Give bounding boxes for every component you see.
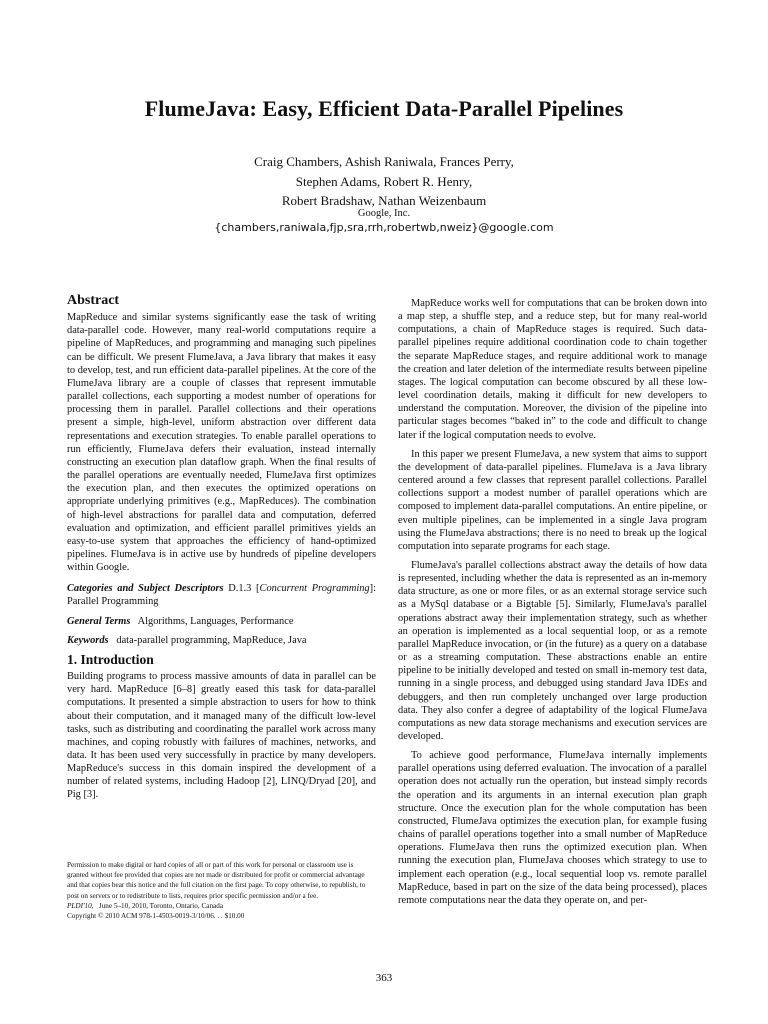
author-line: Stephen Adams, Robert R. Henry, [295, 173, 473, 189]
categories-line [67, 582, 376, 608]
right-column [398, 297, 707, 913]
general-terms-text: Algorithms, Languages, Performance [137, 615, 294, 627]
categories-rest: ]: Parallel Programming [67, 583, 376, 608]
body-paragraph: MapReduce works well for computations that can be broken down into a map step, a shuffle step, and a reduce step, but for many real-world computations, a chain of MapReduce stages is required. Such data-parallel pipelines require additional coordination code to chain together the separate MapReduce stages, and require additional work to manage the creation and later deletion of the intermediate results between pipeline stages. The logical computation can become obscured by all these low-level coordination details, making it difficult for new developers to understand the computation. Moreover, the division of the pipeline into particular stages becomes “baked in” to the code and difficult to change later if the logical computation needs to evolve. [398, 298, 707, 441]
conference-name: PLDI'10, [67, 901, 94, 910]
body-paragraph: In this paper we present FlumeJava, a new system that aims to support the development of data-parallel pipelines. FlumeJava is a Java library centered around a few classes that represent parallel collections. Parallel collections support a modest number of parallel operations which are composed to implement data-parallel computations. An entire pipeline, or even multiple pipelines, can be implemented in a single Java program using the FlumeJava abstractions; there is no need to break up the logical computation into separate programs for each stage. [398, 448, 707, 552]
conference-line [67, 901, 376, 911]
keywords-label: Keywords [67, 634, 109, 646]
author-emails: {chambers,raniwala,fjp,sra,rrh,robertwb,nweiz}@google.com [214, 221, 554, 234]
conference-details: June 5–10, 2010, Toronto, Ontario, Canada [98, 901, 224, 910]
body-paragraph: FlumeJava's parallel collections abstract away the details of how data is represented, including whether the data is represented as an in-memory data structure, as one or more files, or as an external storage service such as a MySql database or a Bigtable [5]. Similarly, FlumeJava's parallel operations abstract away their implementation strategy, such as whether an operation is implemented as a local sequential loop, or as a remote parallel MapReduce invocation, or (in the future) as a query on a database or as a streaming computation. These abstractions enable an entire pipeline to be initially developed and tested on small in-memory test data, running in a single process, and debugged using standard Java IDEs and debuggers, and then run completely unchanged over large production data. They also confer a degree of adaptability of the logical FlumeJava computations as new data storage mechanisms and execution services are developed. [398, 559, 707, 742]
keywords-line [67, 634, 376, 647]
keywords-text: data-parallel programming, MapReduce, Java [116, 634, 307, 646]
paper-title: FlumeJava: Easy, Efficient Data-Parallel Pipelines [144, 96, 624, 121]
abstract-text: MapReduce and similar systems significantly ease the task of writing data-parallel code. However, many real-world computations require a pipeline of MapReduces, and programming and managing such pipelines can be difficult. We present FlumeJava, a Java library that makes it easy to develop, test, and run efficient data-parallel pipelines. At the core of the FlumeJava library are a couple of classes that represent immutable parallel collections, each supporting a modest number of operations for processing them in parallel. Parallel collections and their operations present a simple, high-level, uniform abstraction over different data representations and execution strategies. To enable parallel operations to run efficiently, FlumeJava defers their evaluation, instead internally constructing an execution plan dataflow graph. When the final results of the parallel operations are eventually needed, FlumeJava first optimizes the execution plan, and then executes the optimized operations on appropriate underlying primitives (e.g., MapReduces). The combination of high-level abstractions for parallel data and computation, deferred evaluation and optimization, and efficient parallel primitives yields an easy-to-use system that approaches the efficiency of hand-optimized pipelines. FlumeJava is in active use by hundreds of pipeline developers within Google. [67, 312, 376, 574]
affiliation: Google, Inc. [357, 208, 411, 219]
copyright-line: Copyright © 2010 ACM 978-1-4503-0019-3/10/06. . . $10.00 [67, 912, 245, 921]
introduction-heading: 1. Introduction [67, 651, 154, 667]
general-terms-label: General Terms [67, 615, 131, 627]
abstract-heading: Abstract [67, 293, 120, 308]
permission-notice: Permission to make digital or hard copies of all or part of this work for personal or classroom use is granted without fee provided that copies are not made or distributed for profit or commercial advantage and that copies bear this notice and the full citation on the first page. To copy otherwise, to republish, to post on servers or to redistribute to lists, requires prior specific permission and/or a fee. [67, 861, 366, 900]
introduction-text: Building programs to process massive amounts of data in parallel can be very hard. MapReduce [6–8] greatly eased this task for data-parallel computations. It presented a simple abstraction to users for how to think about their computation, and it managed many of the difficult low-level tasks, such as distributing and coordinating the parallel work across many machines, and coping robustly with failures of machines, networks, and data. It has been used very successfully in practice by many developers. MapReduce's success in this domain inspired the development of a number of related systems, including Hadoop [2], LINQ/Dryad [20], and Pig [3]. [67, 671, 376, 801]
categories-italic: Concurrent Programming [259, 583, 370, 595]
categories-label: Categories and Subject Descriptors [67, 583, 224, 595]
page-number: 363 [375, 972, 393, 984]
author-line: Craig Chambers, Ashish Raniwala, Frances Perry, [254, 154, 514, 169]
categories-code: D.1.3 [ [228, 583, 260, 595]
author-line: Robert Bradshaw, Nathan Weizenbaum [281, 193, 487, 208]
general-terms-line [67, 615, 376, 628]
copyright-footnote [67, 860, 376, 921]
body-paragraph: To achieve good performance, FlumeJava internally implements parallel operations using deferred evaluation. The invocation of a parallel operation does not actually run the operation, but instead simply records the operation and its arguments in an internal execution plan graph structure. Once the execution plan for the whole computation has been constructed, FlumeJava optimizes the execution plan, for example fusing chains of parallel operations together into a small number of MapReduce operations. FlumeJava then runs the optimized execution plan. When running the execution plan, FlumeJava chooses which strategy to use to implement each operation (e.g., local sequential loop vs. remote parallel MapReduce, based in part on the size of the data being processed), places remote computations near the data they operate on, and per- [398, 750, 707, 906]
author-list [0, 152, 768, 211]
left-column [67, 294, 376, 802]
